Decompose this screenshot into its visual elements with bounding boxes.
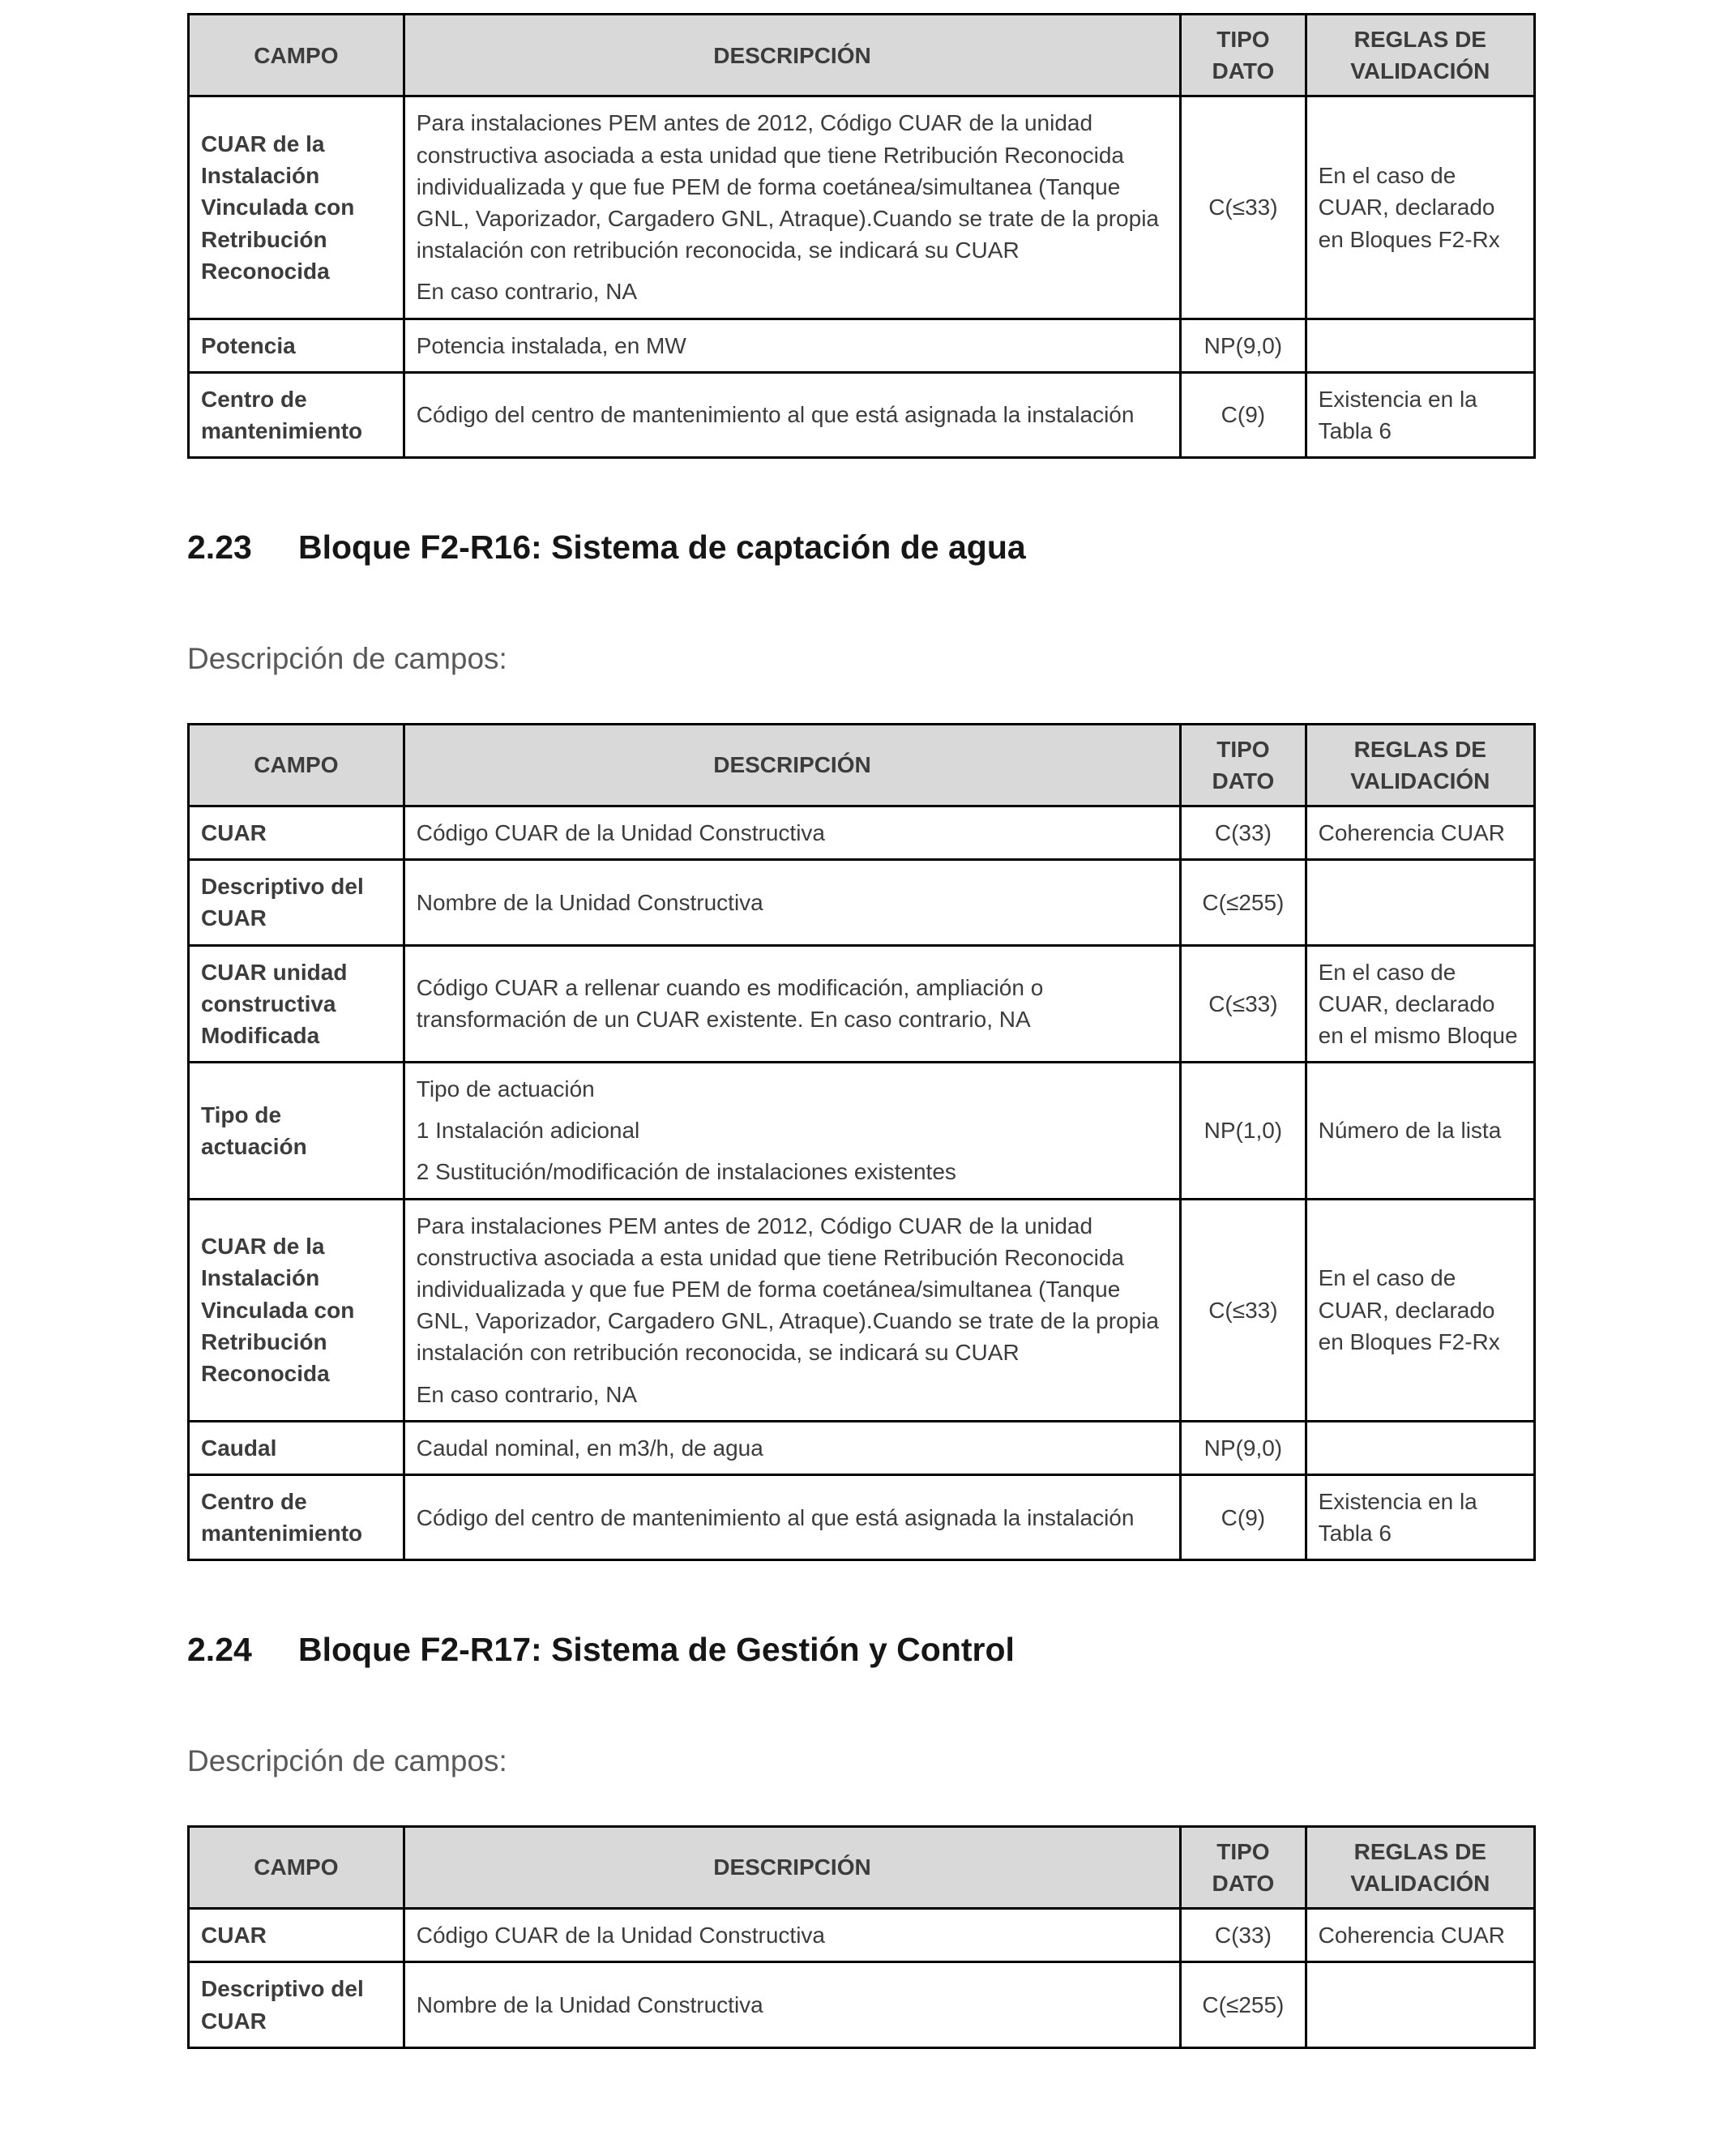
cell-reglas: En el caso de CUAR, declarado en Bloques F2-Rx <box>1306 1199 1534 1421</box>
cell-tipo-dato: NP(1,0) <box>1181 1063 1306 1200</box>
cell-reglas: En el caso de CUAR, declarado en el mismo Bloque <box>1306 945 1534 1063</box>
col-header-campo: CAMPO <box>189 724 404 806</box>
cell-reglas: En el caso de CUAR, declarado en Bloques F2-Rx <box>1306 96 1534 319</box>
table-row <box>189 945 1535 1063</box>
fields-description-label: Descripción de campos: <box>187 642 507 676</box>
cell-tipo-dato: C(≤33) <box>1181 1199 1306 1421</box>
cell-reglas <box>1306 1962 1534 2047</box>
col-header-tipo-dato: TIPO DATO <box>1181 1826 1306 1908</box>
table-row <box>189 806 1535 859</box>
table-header-row <box>189 1826 1535 1908</box>
cell-reglas: Número de la lista <box>1306 1063 1534 1200</box>
cell-reglas: Existencia en la Tabla 6 <box>1306 1474 1534 1559</box>
cell-descripcion: Caudal nominal, en m3/h, de agua <box>404 1421 1180 1474</box>
cell-tipo-dato: C(9) <box>1181 372 1306 457</box>
cell-campo: Centro de mantenimiento <box>189 372 404 457</box>
cell-campo: CUAR de la Instalación Vinculada con Retribución Reconocida <box>189 1199 404 1421</box>
cell-campo: CUAR de la Instalación Vinculada con Retribución Reconocida <box>189 96 404 319</box>
col-header-reglas: REGLAS DE VALIDACIÓN <box>1306 15 1534 96</box>
cell-tipo-dato: C(33) <box>1181 806 1306 859</box>
col-header-campo: CAMPO <box>189 15 404 96</box>
col-header-reglas: REGLAS DE VALIDACIÓN <box>1306 1826 1534 1908</box>
cell-reglas: Existencia en la Tabla 6 <box>1306 372 1534 457</box>
cell-descripcion: Código CUAR de la Unidad Constructiva <box>404 1909 1180 1962</box>
cell-campo: CUAR <box>189 806 404 859</box>
cell-descripcion: Código CUAR de la Unidad Constructiva <box>404 806 1180 859</box>
cell-reglas: Coherencia CUAR <box>1306 806 1534 859</box>
section-title: Bloque F2-R17: Sistema de Gestión y Control <box>298 1631 1015 1669</box>
cell-campo: Centro de mantenimiento <box>189 1474 404 1559</box>
col-header-descripcion: DESCRIPCIÓN <box>404 15 1180 96</box>
cell-reglas <box>1306 319 1534 372</box>
cell-reglas <box>1306 1421 1534 1474</box>
cell-descripcion <box>404 96 1180 319</box>
cell-tipo-dato: C(33) <box>1181 1909 1306 1962</box>
cell-tipo-dato: C(≤33) <box>1181 96 1306 319</box>
table-f2-r16 <box>187 723 1536 1562</box>
table-prev-block <box>187 13 1536 459</box>
section-heading-2-23 <box>187 528 1536 567</box>
cell-campo: CUAR <box>189 1909 404 1962</box>
description-paragraph: 1 Instalación adicional <box>416 1118 640 1144</box>
cell-descripcion: Código del centro de mantenimiento al que está asignada la instalación <box>404 1474 1180 1559</box>
table-row <box>189 1962 1535 2047</box>
table-row <box>189 96 1535 319</box>
cell-tipo-dato: C(≤255) <box>1181 860 1306 945</box>
description-paragraph: Para instalaciones PEM antes de 2012, Código CUAR de la unidad constructiva asociada a esta unidad que tiene Retribución Reconocida individualizada y que fue PEM de forma coetánea/simultanea (Tanque GNL, Vaporizador, Cargadero GNL, Atraque).Cuando se trate de la propia instalación con retribución reconocida, se indicará su CUAR <box>416 110 1159 263</box>
description-paragraph: Tipo de actuación <box>416 1076 595 1102</box>
table-header-row <box>189 724 1535 806</box>
col-header-tipo-dato: TIPO DATO <box>1181 724 1306 806</box>
cell-campo: Descriptivo del CUAR <box>189 860 404 945</box>
cell-tipo-dato: C(9) <box>1181 1474 1306 1559</box>
table-row <box>189 1474 1535 1559</box>
table-f2-r17 <box>187 1825 1536 2049</box>
table-row <box>189 860 1535 945</box>
table-row <box>189 1909 1535 1962</box>
description-paragraph: En caso contrario, NA <box>416 1381 638 1407</box>
cell-descripcion <box>404 1199 1180 1421</box>
description-paragraph: En caso contrario, NA <box>416 279 638 305</box>
cell-campo: Tipo de actuación <box>189 1063 404 1200</box>
description-paragraph: 2 Sustitución/modificación de instalaciones existentes <box>416 1159 956 1185</box>
cell-reglas <box>1306 860 1534 945</box>
cell-reglas: Coherencia CUAR <box>1306 1909 1534 1962</box>
cell-tipo-dato: C(≤33) <box>1181 945 1306 1063</box>
cell-campo: Descriptivo del CUAR <box>189 1962 404 2047</box>
section-heading-2-24 <box>187 1631 1536 1669</box>
cell-tipo-dato: NP(9,0) <box>1181 1421 1306 1474</box>
cell-descripcion: Código del centro de mantenimiento al que está asignada la instalación <box>404 372 1180 457</box>
cell-campo: Potencia <box>189 319 404 372</box>
cell-descripcion: Potencia instalada, en MW <box>404 319 1180 372</box>
description-paragraph: Para instalaciones PEM antes de 2012, Código CUAR de la unidad constructiva asociada a esta unidad que tiene Retribución Reconocida individualizada y que fue PEM de forma coetánea/simultanea (Tanque GNL, Vaporizador, Cargadero GNL, Atraque).Cuando se trate de la propia instalación con retribución reconocida, se indicará su CUAR <box>416 1213 1159 1366</box>
table-row <box>189 319 1535 372</box>
table-row <box>189 372 1535 457</box>
col-header-descripcion: DESCRIPCIÓN <box>404 724 1180 806</box>
table-header-row <box>189 15 1535 96</box>
table-row <box>189 1199 1535 1421</box>
table-row <box>189 1063 1535 1200</box>
cell-tipo-dato: NP(9,0) <box>1181 319 1306 372</box>
col-header-campo: CAMPO <box>189 1826 404 1908</box>
cell-campo: CUAR unidad constructiva Modificada <box>189 945 404 1063</box>
cell-tipo-dato: C(≤255) <box>1181 1962 1306 2047</box>
section-title: Bloque F2-R16: Sistema de captación de agua <box>298 528 1026 567</box>
section-number: 2.23 <box>187 528 252 567</box>
cell-descripcion: Código CUAR a rellenar cuando es modificación, ampliación o transformación de un CUAR existente. En caso contrario, NA <box>404 945 1180 1063</box>
cell-descripcion <box>404 1063 1180 1200</box>
section-number: 2.24 <box>187 1631 252 1669</box>
cell-campo: Caudal <box>189 1421 404 1474</box>
col-header-descripcion: DESCRIPCIÓN <box>404 1826 1180 1908</box>
col-header-reglas: REGLAS DE VALIDACIÓN <box>1306 724 1534 806</box>
col-header-tipo-dato: TIPO DATO <box>1181 15 1306 96</box>
fields-description-label: Descripción de campos: <box>187 1744 507 1778</box>
cell-descripcion: Nombre de la Unidad Constructiva <box>404 860 1180 945</box>
table-row <box>189 1421 1535 1474</box>
cell-descripcion: Nombre de la Unidad Constructiva <box>404 1962 1180 2047</box>
